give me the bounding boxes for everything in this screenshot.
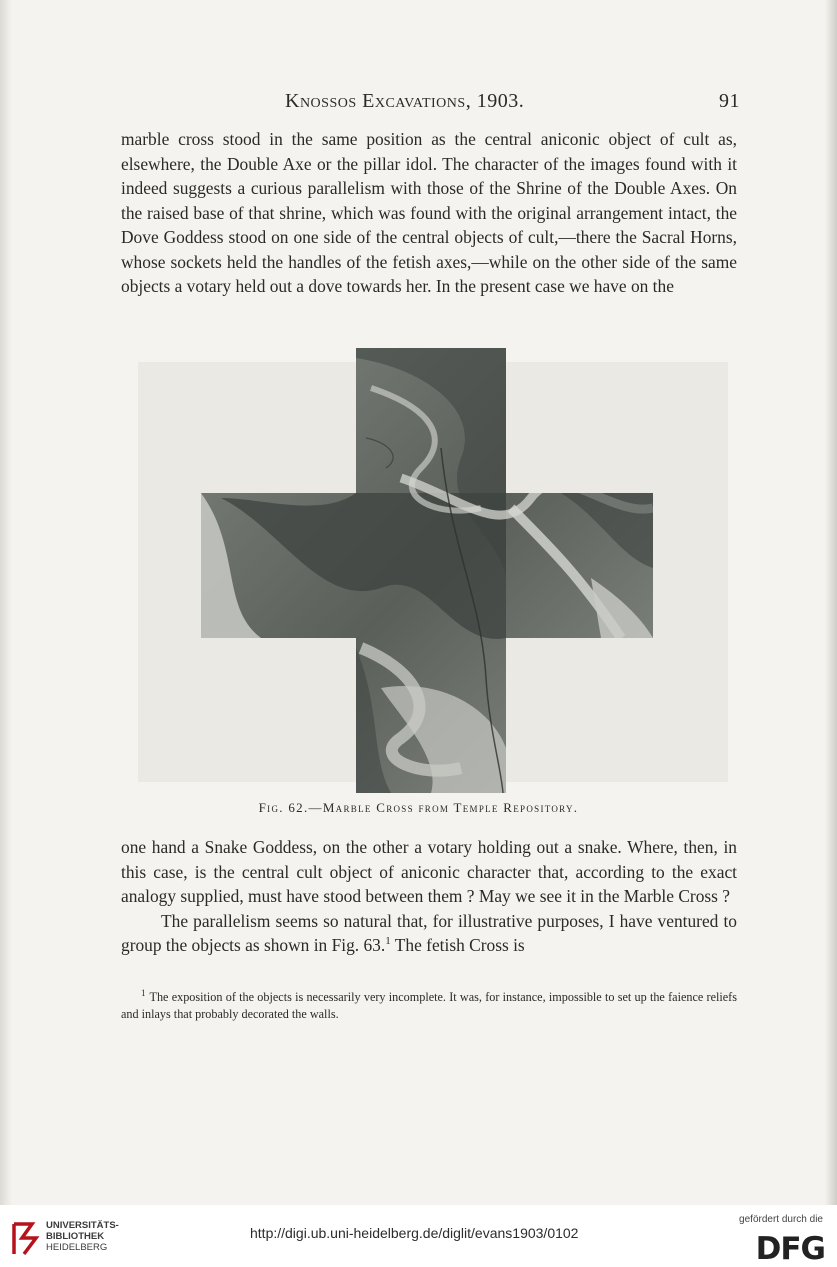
library-name-line-1: UNIVERSITÄTS- xyxy=(46,1220,119,1231)
page-edge-left xyxy=(0,0,12,1205)
library-name-line-3: HEIDELBERG xyxy=(46,1242,108,1253)
paragraph-1: one hand a Snake Goddess, on the other a votary holding out a snake. Where, then, in this case, is the central cult object of aniconic character that, according to the exact analogy supplied, must have stood between them ? May we see it in the Marble Cross ? xyxy=(121,837,737,906)
figure-marble-cross xyxy=(138,362,728,782)
footnote-reference[interactable]: 1 xyxy=(385,935,391,948)
library-logo-icon xyxy=(10,1218,40,1258)
footnote xyxy=(121,985,737,1023)
paragraph-2-text: The parallelism seems so natural that, for illustrative purposes, I have ventured to group the objects as shown in Fig. 63. xyxy=(121,910,737,955)
page-number: 91 xyxy=(719,90,740,112)
funded-by-label: gefördert durch die xyxy=(739,1214,823,1225)
dfg-logo: DFG xyxy=(755,1231,825,1267)
body-text-bottom xyxy=(121,835,737,958)
library-name xyxy=(46,1220,119,1253)
paragraph-continued: marble cross stood in the same position as the central aniconic object of cult as, elsewhere, the Double Axe or the pillar idol. The character of the images found with it indeed suggests a curious parallelism with those of the Shrine of the Double Axes. On the raised base of that shrine, which was found with the original arrangement intact, the Dove Goddess stood on one side of the central objects of cult,—there the Sacral Horns, whose sockets held the handles of the fetish axes,—while on the other side of the same objects a votary held out a dove towards her. In the present case we have on the xyxy=(121,129,737,296)
page-edge-right xyxy=(825,0,837,1205)
marble-cross-image xyxy=(201,348,653,793)
body-text-top xyxy=(121,127,737,299)
viewer-footer-bar xyxy=(0,1205,837,1267)
paragraph-2 xyxy=(121,909,737,958)
library-name-line-2: BIBLIOTHEK xyxy=(46,1231,105,1242)
running-title: Knossos Excavations, 1903. xyxy=(285,90,525,112)
figure-caption: Fig. 62.—Marble Cross from Temple Repository. xyxy=(258,800,579,815)
footnote-mark: 1 xyxy=(141,988,146,998)
running-head xyxy=(120,90,740,116)
paragraph-2-tail: The fetish Cross is xyxy=(390,935,525,955)
permalink-url[interactable]: http://digi.ub.uni-heidelberg.de/diglit/evans1903/0102 xyxy=(250,1225,579,1241)
footnote-text: The exposition of the objects is necessarily very incomplete. It was, for instance, impossible to set up the faience reliefs and inlays that probably decorated the walls. xyxy=(121,990,737,1022)
